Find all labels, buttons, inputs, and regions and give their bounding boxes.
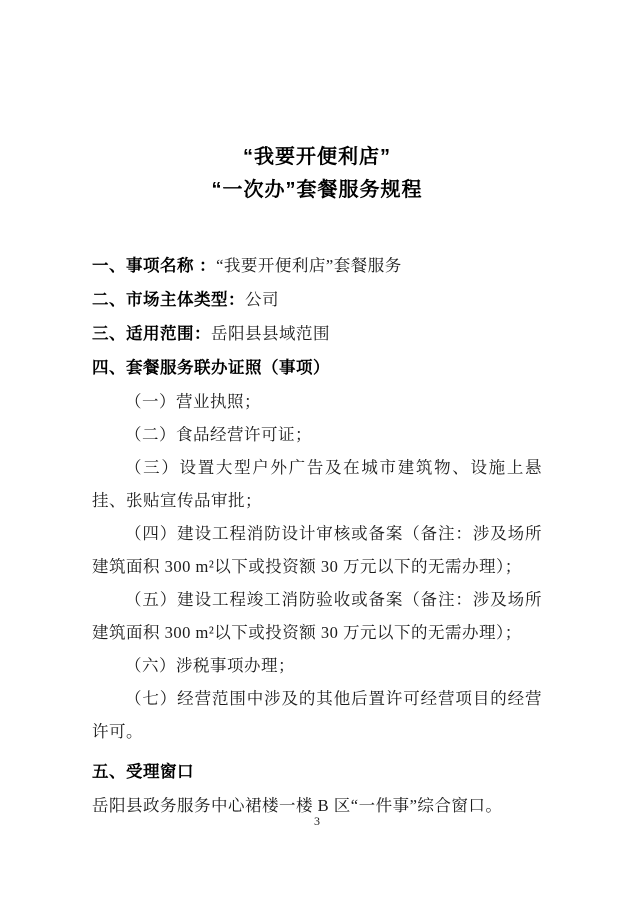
title-line-1: “我要开便利店” [243, 146, 391, 168]
section-4-label: 四、套餐服务联办证照（事项） [92, 359, 330, 377]
section-4-heading [92, 351, 542, 385]
document-body [92, 249, 542, 822]
section-5-text: 岳阳县政务服务中心裙楼一楼 B 区“一件事”综合窗口。 [92, 796, 503, 815]
list-item-1 [92, 385, 542, 418]
list-item-5 [92, 583, 542, 649]
page-number: 3 [314, 814, 320, 828]
section-3-text: 岳阳县县域范围 [211, 324, 330, 343]
list-item-5-text: （五）建设工程竣工消防验收或备案（备注：涉及场所建筑面积 300 m²以下或投资额 30 万元以下的无需办理）； [92, 590, 542, 642]
list-item-2-text: （二）食品经营许可证； [125, 425, 312, 444]
section-1-item-name [92, 249, 542, 283]
list-item-3-text: （三）设置大型户外广告及在城市建筑物、设施上悬挂、张贴宣传品审批； [92, 458, 542, 510]
title-line-2: “一次办”套餐服务规程 [211, 179, 423, 201]
list-item-4-text: （四）建设工程消防设计审核或备案（备注：涉及场所建筑面积 300 m²以下或投资额 30 万元以下的无需办理）； [92, 524, 542, 576]
list-item-2 [92, 418, 542, 451]
list-item-6-text: （六）涉税事项办理； [125, 656, 295, 675]
section-5-heading [92, 755, 542, 789]
list-item-4 [92, 517, 542, 583]
document-title [92, 141, 542, 207]
list-item-1-text: （一）营业执照； [125, 392, 261, 411]
section-2-text: 公司 [245, 290, 279, 309]
section-2-entity-type [92, 283, 542, 317]
list-item-7-text: （七）经营范围中涉及的其他后置许可经营项目的经营许可。 [92, 689, 542, 741]
list-item-7 [92, 682, 542, 748]
section-2-label: 二、市场主体类型： [92, 291, 245, 309]
section-1-label: 一、事项名称 ： [92, 257, 217, 275]
section-1-text: “我要开便利店”套餐服务 [216, 256, 402, 275]
section-3-label: 三、适用范围： [92, 325, 211, 343]
section-5-label: 五、受理窗口 [92, 763, 194, 781]
section-3-scope [92, 317, 542, 351]
list-item-6 [92, 649, 542, 682]
list-item-3 [92, 451, 542, 517]
